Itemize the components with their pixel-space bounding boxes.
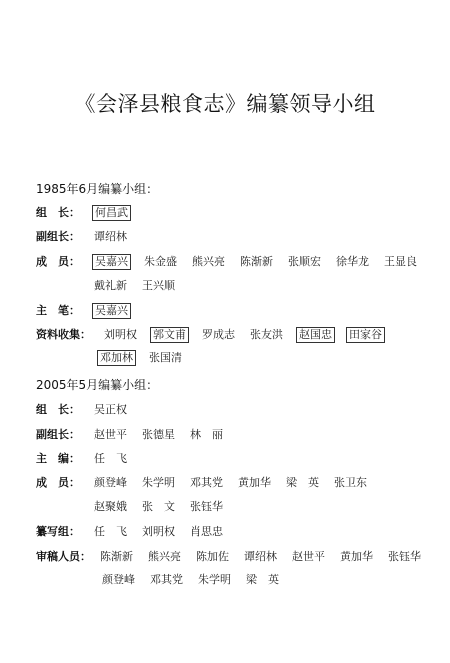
boxed-person-name: 田家谷	[346, 327, 385, 343]
names	[92, 229, 140, 245]
person-name: 张钰华	[388, 550, 421, 563]
person-name: 张钰华	[190, 500, 223, 513]
label: 纂写组：	[36, 525, 80, 538]
names	[92, 427, 236, 443]
row-1985-collection-cont	[97, 350, 195, 366]
boxed-person-name: 邓加林	[97, 350, 136, 366]
person-name: 吴正权	[94, 403, 127, 416]
label: 主 编：	[36, 452, 80, 465]
label: 副组长：	[36, 230, 80, 243]
person-name: 邓其党	[150, 573, 183, 586]
person-name: 任 飞	[94, 525, 127, 538]
names	[102, 327, 396, 343]
person-name: 熊兴亮	[192, 255, 225, 268]
row-1985-members-cont	[92, 278, 188, 294]
names	[92, 254, 430, 270]
person-name: 熊兴亮	[148, 550, 181, 563]
person-name: 刘明权	[104, 328, 137, 341]
person-name: 张国清	[149, 351, 182, 364]
names	[92, 205, 142, 221]
section-1985-heading: 1985年6月编纂小组：	[36, 182, 159, 196]
person-name: 刘明权	[142, 525, 175, 538]
names	[92, 303, 142, 319]
boxed-person-name: 吴嘉兴	[92, 254, 131, 270]
person-name: 罗成志	[202, 328, 235, 341]
label: 成 员：	[36, 255, 80, 268]
label: 组 长：	[36, 206, 80, 219]
person-name: 黄加华	[340, 550, 373, 563]
person-name: 梁 英	[286, 476, 319, 489]
person-name: 肖思忠	[190, 525, 223, 538]
person-name: 颜登峰	[94, 476, 127, 489]
boxed-person-name: 郭文甫	[150, 327, 189, 343]
label: 审稿人员：	[36, 550, 91, 563]
person-name: 赵聚娥	[94, 500, 127, 513]
person-name: 张友洪	[250, 328, 283, 341]
row-2005-reviewers-cont	[100, 572, 292, 588]
person-name: 张卫东	[334, 476, 367, 489]
names	[98, 549, 434, 565]
boxed-person-name: 吴嘉兴	[92, 303, 131, 319]
person-name: 朱学明	[198, 573, 231, 586]
names	[92, 475, 380, 491]
person-name: 王兴顺	[142, 279, 175, 292]
person-name: 陈渐新	[100, 550, 133, 563]
page-title: 《会泽县粮食志》编纂领导小组	[74, 92, 376, 116]
person-name: 陈加佐	[196, 550, 229, 563]
section-2005-heading: 2005年5月编纂小组：	[36, 378, 159, 392]
person-name: 任 飞	[94, 452, 127, 465]
names	[92, 402, 140, 418]
label: 成 员：	[36, 476, 80, 489]
person-name: 王显良	[384, 255, 417, 268]
person-name: 朱学明	[142, 476, 175, 489]
person-name: 徐华龙	[336, 255, 369, 268]
person-name: 赵世平	[292, 550, 325, 563]
person-name: 颜登峰	[102, 573, 135, 586]
label: 主 笔：	[36, 304, 80, 317]
person-name: 张顺宏	[288, 255, 321, 268]
names	[92, 524, 236, 540]
person-name: 张 文	[142, 500, 175, 513]
person-name: 邓其党	[190, 476, 223, 489]
person-name: 朱金盛	[144, 255, 177, 268]
boxed-person-name: 何昌武	[92, 205, 131, 221]
person-name: 戴礼新	[94, 279, 127, 292]
label: 组 长：	[36, 403, 80, 416]
names	[92, 451, 140, 467]
person-name: 张德星	[142, 428, 175, 441]
boxed-person-name: 赵国忠	[296, 327, 335, 343]
person-name: 林 丽	[190, 428, 223, 441]
label: 副组长：	[36, 428, 80, 441]
person-name: 赵世平	[94, 428, 127, 441]
person-name: 谭绍林	[94, 230, 127, 243]
row-2005-members-cont	[92, 499, 236, 515]
person-name: 陈渐新	[240, 255, 273, 268]
person-name: 黄加华	[238, 476, 271, 489]
person-name: 梁 英	[246, 573, 279, 586]
label: 资料收集：	[36, 328, 91, 341]
person-name: 谭绍林	[244, 550, 277, 563]
